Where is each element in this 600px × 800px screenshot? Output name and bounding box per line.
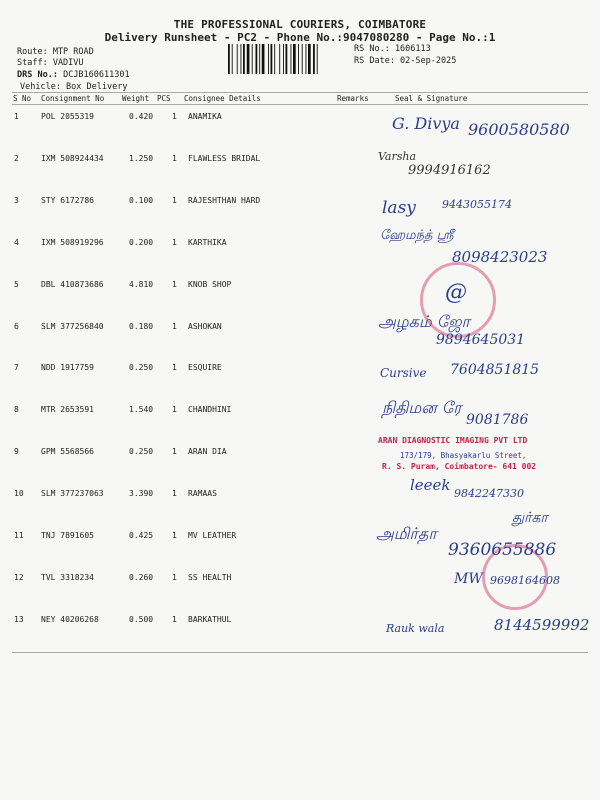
row-consignee: SS HEALTH [188, 572, 232, 582]
handwritten-phone-7: 7604851815 [450, 362, 540, 378]
row-consignment: STY 6172786 [41, 195, 94, 205]
vehicle-label: Vehicle: Box Delivery [20, 82, 128, 92]
row-weight: 0.500 [129, 614, 154, 624]
drs-value: DCJB160611301 [63, 70, 130, 80]
handwritten-scribble-12: MW [454, 571, 483, 587]
handwritten-phone-10: 9842247330 [454, 487, 524, 500]
row-consignment: NEY 40206268 [41, 614, 99, 624]
row-weight: 0.250 [129, 447, 154, 457]
row-consignment: IXM 508919296 [41, 237, 104, 247]
row-pcs: 1 [172, 447, 177, 457]
drs-label: DRS No.: [17, 70, 58, 80]
col-pcs: PCS [157, 94, 171, 103]
row-consignment: TNJ 7891605 [41, 531, 94, 540]
barcode-image [228, 44, 352, 74]
handwritten-phone-4: 8098423023 [452, 248, 548, 266]
row-sno: 7 [14, 363, 19, 373]
handwritten-scribble-11: அமிர்தா [376, 524, 437, 543]
row-consignment: NDD 1917759 [41, 363, 94, 373]
row-consignee: MV LEATHER [188, 531, 237, 540]
row-consignment: MTR 2653591 [41, 405, 94, 415]
row-sno: 5 [14, 279, 19, 289]
rs-number: RS No.: 1606113 [354, 44, 431, 54]
row-sno: 3 [14, 195, 19, 205]
row-sno: 10 [14, 489, 24, 499]
row-weight: 0.180 [129, 321, 154, 331]
rs-date: RS Date: 02-Sep-2025 [354, 56, 457, 66]
drs-number [17, 70, 130, 80]
company-title: THE PROFESSIONAL COURIERS, COIMBATORE [173, 18, 427, 31]
table-row [0, 154, 600, 172]
row-consignment: POL 2055319 [41, 112, 94, 121]
row-consignment: GPM 5568566 [41, 447, 94, 457]
row-consignee: BARKATHUL [188, 614, 232, 624]
row-pcs: 1 [172, 405, 177, 415]
handwritten-phone-1: 9600580580 [468, 120, 570, 139]
table-bottom-rule [12, 652, 588, 653]
handwritten-phone-2: 9994916162 [408, 163, 491, 178]
row-weight: 1.540 [129, 405, 154, 415]
handwritten-phone-11: 9360655886 [448, 540, 557, 560]
handwritten-signature-1: G. Divya [392, 114, 460, 133]
row-consignee: ESQUIRE [188, 363, 222, 373]
row-consignment: TVL 3318234 [41, 572, 94, 582]
handwritten-scribble-10: leeek [410, 476, 451, 494]
route-label: Route: MTP ROAD [17, 47, 94, 57]
row-pcs: 1 [172, 321, 177, 331]
handwritten-scribble-4: ஹேமந்த் ஸ்ரீ [380, 228, 454, 243]
handwritten-phone-13: 8144599992 [494, 616, 590, 634]
col-consignment: Consignment No [41, 94, 105, 103]
company-stamp-street: 173/179, Bhasyakarlu Street, [400, 451, 527, 460]
row-sno: 12 [14, 572, 24, 582]
row-consignment: IXM 508924434 [41, 153, 104, 163]
row-pcs: 1 [172, 363, 177, 373]
handwritten-phone-3: 9443055174 [442, 198, 512, 211]
staff-label: Staff: VADIVU [17, 58, 84, 68]
row-sno: 9 [14, 447, 19, 457]
row-pcs: 1 [172, 237, 177, 247]
row-sno: 6 [14, 321, 19, 331]
col-weight: Weight [122, 94, 150, 103]
row-consignment: SLM 377237063 [41, 489, 104, 499]
row-sno: 1 [14, 112, 19, 121]
handwritten-signature-2: Varsha [378, 150, 417, 163]
handwritten-scribble-6: அழகம் ஜோ [378, 312, 470, 331]
row-pcs: 1 [172, 614, 177, 624]
row-consignee: KNOB SHOP [188, 279, 232, 289]
table-row [0, 280, 600, 298]
row-pcs: 1 [172, 531, 177, 540]
handwritten-phone-12: 9698164608 [490, 574, 560, 587]
row-consignee: CHANDHINI [188, 405, 232, 415]
row-pcs: 1 [172, 195, 177, 205]
row-weight: 4.810 [129, 279, 154, 289]
row-consignee: ANAMIKA [188, 112, 222, 121]
row-pcs: 1 [172, 489, 177, 499]
row-pcs: 1 [172, 153, 177, 163]
row-weight: 0.100 [129, 195, 154, 205]
row-weight: 1.250 [129, 153, 154, 163]
row-consignee: RAMAAS [188, 489, 217, 499]
handwritten-scribble-11b: துர்கா [512, 510, 548, 526]
row-weight: 0.420 [129, 112, 154, 121]
row-sno: 4 [14, 237, 19, 247]
handwritten-scribble-13: Rauk wala [386, 622, 445, 635]
row-consignee: ARAN DIA [188, 447, 227, 457]
row-consignment: SLM 377256840 [41, 321, 104, 331]
handwritten-scribble-7: Cursive [380, 366, 427, 380]
row-consignee: KARTHIKA [188, 237, 227, 247]
col-remarks: Remarks [337, 94, 369, 103]
company-stamp-city: R. S. Puram, Coimbatore- 641 002 [382, 462, 537, 471]
col-sno: S No [13, 94, 32, 103]
row-sno: 11 [14, 531, 24, 540]
handwritten-phone-6: 9894645031 [436, 332, 526, 348]
col-consignee: Consignee Details [184, 94, 261, 103]
header-rule-bottom [12, 104, 588, 105]
row-consignee: ASHOKAN [188, 321, 222, 331]
row-weight: 3.390 [129, 489, 154, 499]
handwritten-scribble-8: நிதிமன ரே [382, 398, 462, 417]
col-seal: Seal & Signature [395, 94, 468, 103]
handwritten-phone-8: 9081786 [466, 412, 529, 428]
row-weight: 0.200 [129, 237, 154, 247]
row-sno: 8 [14, 405, 19, 415]
row-sno: 2 [14, 153, 19, 163]
company-stamp-name: ARAN DIAGNOSTIC IMAGING PVT LTD [378, 436, 528, 445]
handwritten-scribble-5: @ [445, 280, 467, 305]
row-weight: 0.250 [129, 363, 154, 373]
handwritten-scribble-3: lasy [382, 198, 416, 218]
header-rule-top [12, 92, 588, 93]
row-consignee: FLAWLESS BRIDAL [188, 153, 261, 163]
row-weight: 0.260 [129, 572, 154, 582]
runsheet-subtitle: Delivery Runsheet - PC2 - Phone No.:9047080280 - Page No.:1 [104, 31, 496, 44]
row-sno: 13 [14, 614, 24, 624]
row-pcs: 1 [172, 112, 177, 121]
row-consignee: RAJESHTHAN HARD [188, 195, 261, 205]
row-pcs: 1 [172, 572, 177, 582]
row-weight: 0.425 [129, 531, 154, 540]
row-consignment: DBL 410873686 [41, 279, 104, 289]
row-pcs: 1 [172, 279, 177, 289]
